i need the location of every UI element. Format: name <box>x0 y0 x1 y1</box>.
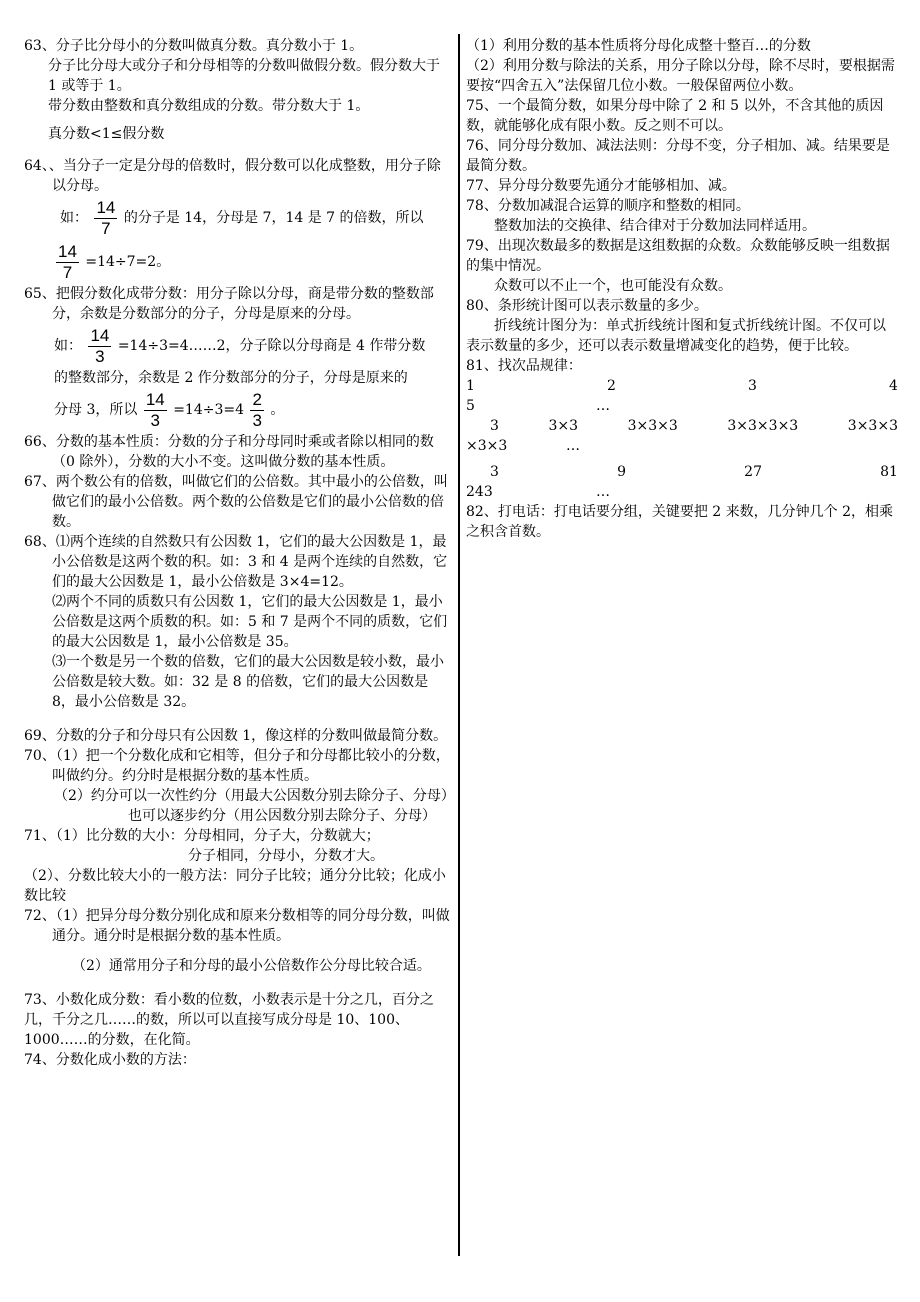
fraction-numerator: 14 <box>145 389 165 409</box>
pattern-row-3 <box>466 462 898 482</box>
text-77: 77、异分母分数要先通分才能够相加、减。 <box>466 178 736 194</box>
pattern-cell: 81 <box>880 464 898 480</box>
pattern-cell: 243 <box>466 484 493 500</box>
fraction-14-3 <box>88 326 111 367</box>
text-66: 66、分数的基本性质：分数的分子和分母同时乘或者除以相同的数（0 除外），分数的大小不变。这叫做分数的基本性质。 <box>24 434 434 470</box>
text-64-line1: 64、、当分子一定是分母的倍数时，假分数可以化成整数，用分子除以分母。 <box>24 158 441 194</box>
pattern-row-2 <box>466 416 898 436</box>
pattern-cell: 9 <box>617 464 626 480</box>
fraction-numerator: 14 <box>58 241 77 261</box>
text-65-line4 <box>24 388 452 432</box>
section-64 <box>24 156 452 284</box>
pattern-cell: 4 <box>889 378 898 394</box>
text-65-line3: 的整数部分，余数是 2 作分数部分的分子，分母是原来的 <box>54 370 408 386</box>
text-82: 82、打电话：打电话要分组，关键要把 2 来数，几分钟几个 2，相乘之积含首数。 <box>466 504 893 540</box>
text-71-s2: 分子相同，分母小，分数才大。 <box>188 848 384 864</box>
text-63-line2: 分子比分母大或分子和分母相等的分数叫做假分数。假分数大于 1 或等于 1。 <box>48 58 440 94</box>
fraction-denominator: 3 <box>252 410 262 430</box>
pattern-cell: 3×3×3 <box>847 418 898 434</box>
text-65-prefix: 如： <box>54 338 82 354</box>
fraction-denominator: 7 <box>62 262 73 282</box>
section-65 <box>24 284 452 432</box>
text-71-s1: 71、（1）比分数的大小：分母相同，分子大，分数就大； <box>24 828 380 844</box>
pattern-cell: 5 <box>466 398 475 414</box>
pattern-cell: 3 <box>490 418 499 434</box>
text-74-method1: （1）利用分数的基本性质将分母化成整十整百…的分数 <box>466 38 811 54</box>
text-65-l4-prefix: 分母 3，所以 <box>54 402 138 418</box>
text-74: 74、分数化成小数的方法： <box>24 1052 196 1068</box>
pattern-cell: 27 <box>744 464 762 480</box>
section-70 <box>24 746 455 826</box>
fraction-14-3-b <box>144 390 167 431</box>
text-64-explain: 的分子是 14，分母是 7，14 是 7 的倍数，所以 <box>123 210 424 226</box>
pattern-cell: ×3×3 <box>466 438 508 454</box>
text-63-line4: 真分数<1≤假分数 <box>48 126 165 142</box>
section-71 <box>24 826 452 906</box>
text-71-s3: （2）、分数比较大小的一般方法：同分子比较；通分分比较；化成小数比较 <box>24 868 446 904</box>
fraction-denominator: 3 <box>150 410 160 430</box>
text-67: 67、两个数公有的倍数，叫做它们的公倍数。其中最小的公倍数，叫做它们的最小公倍数。两个数的公倍数是它们的最小公倍数的倍数。 <box>24 474 448 530</box>
text-68-s2: ⑵两个不同的质数只有公因数 1，它们的最大公因数是 1，最小公倍数是这两个质数的积。如：5 和 7 是两个不同的质数，它们的最大公因数是 1，最小公倍数是 35。 <box>52 594 448 650</box>
fraction-numerator: 2 <box>252 389 262 409</box>
text-68-s3: ⑶一个数是另一个数的倍数，它们的最大公因数是较小数，最小公倍数是较大数。如：32 是 8 的倍数，它们的最大公因数是 8，最小公倍数是 32。 <box>52 654 444 710</box>
text-64-example <box>24 196 452 240</box>
text-65-l4-end: 。 <box>270 402 285 418</box>
section-63 <box>24 36 452 144</box>
section-81 <box>466 356 898 502</box>
text-78-s2: 整数加法的交换律、结合律对于分数加法同样适用。 <box>494 218 816 234</box>
text-78-s1: 78、分数加减混合运算的顺序和整数的相同。 <box>466 198 750 214</box>
pattern-cell: 3×3 <box>548 418 579 434</box>
pattern-cell: … <box>596 484 610 500</box>
text-76: 76、同分母分数加、减法法则：分母不变，分子相加、减。结果要是最简分数。 <box>466 138 890 174</box>
text-79-s2: 众数可以不止一个，也可能没有众数。 <box>494 278 732 294</box>
left-column <box>24 36 455 1070</box>
text-81-title: 81、找次品规律： <box>466 358 582 374</box>
fraction-denominator: 7 <box>101 218 111 238</box>
section-72 <box>24 906 452 976</box>
pattern-cell: 3×3×3×3 <box>727 418 799 434</box>
text-65-l4-mid: =14÷3=4 <box>173 402 245 418</box>
pattern-cell: 2 <box>607 378 616 394</box>
fraction-numerator: 14 <box>96 197 116 217</box>
text-65-example-text: =14÷3=4……2，分子除以分母商是 4 作带分数 <box>117 338 426 354</box>
fraction-14-7 <box>94 198 117 239</box>
pattern-cell: 3 <box>748 378 757 394</box>
pattern-cell: 3 <box>490 464 499 480</box>
text-63-line1: 63、分子比分母小的分数叫做真分数。真分数小于 1。 <box>24 38 364 54</box>
text-65-line1: 65、把假分数化成带分数：用分子除以分母，商是带分数的整数部分，余数是分数部分的分子，分母是原来的分母。 <box>24 286 434 322</box>
right-column <box>466 36 898 542</box>
text-72-s2: （2）通常用分子和分母的最小公倍数作公分母比较合适。 <box>72 958 431 974</box>
fraction-14-7-b <box>56 242 79 283</box>
pattern-cell: … <box>566 438 580 454</box>
text-72-s1: 72、（1）把异分母分数分别化成和原来分数相等的同分母分数，叫做通分。通分时是根据分数的基本性质。 <box>24 908 450 944</box>
fraction-denominator: 3 <box>95 346 105 366</box>
text-65-example <box>24 324 452 368</box>
pattern-cell: 1 <box>466 378 475 394</box>
text-63-line3: 带分数由整数和真分数组成的分数。带分数大于 1。 <box>48 98 370 114</box>
column-divider <box>458 34 460 1256</box>
text-69: 69、分数的分子和分母只有公因数 1，像这样的分数叫做最简分数。 <box>24 728 448 744</box>
pattern-row-1 <box>466 376 898 396</box>
text-68-s1: 68、⑴两个连续的自然数只有公因数 1，它们的最大公因数是 1，最小公倍数是这两个数的积。如：3 和 4 是两个连续的自然数，它们的最大公因数是 1，最小公倍数是 3×4=12。 <box>24 534 448 590</box>
pattern-cell: 3×3×3 <box>627 418 678 434</box>
fraction-numerator: 14 <box>90 325 110 345</box>
text-74-method2: （2）利用分数与除法的关系，用分子除以分母，除不尽时，要根据需要按“四舍五入”法保留几位小数。一般保留两位小数。 <box>466 58 895 94</box>
text-70-s2: （2）约分可以一次性约分（用最大公因数分别去除分子、分母） <box>54 788 455 804</box>
text-80-s2: 折线统计图分为：单式折线统计图和复式折线统计图。不仅可以表示数量的多少，还可以表示数量增减变化的趋势，便于比较。 <box>466 318 886 354</box>
text-79-s1: 79、出现次数最多的数据是这组数据的众数。众数能够反映一组数据的集中情况。 <box>466 238 890 274</box>
text-70-s1: 70、（1）把一个分数化成和它相等，但分子和分母都比较小的分数，叫做约分。约分时是根据分数的基本性质。 <box>24 748 450 784</box>
text-70-s3: 也可以逐步约分（用公因数分别去除分子、分母） <box>128 808 436 824</box>
pattern-row-3b <box>466 482 898 502</box>
text-80-s1: 80、条形统计图可以表示数量的多少。 <box>466 298 708 314</box>
pattern-row-2b <box>466 436 898 456</box>
text-64-result-line <box>24 240 452 284</box>
pattern-cell: … <box>596 398 610 414</box>
fraction-2-3 <box>250 390 263 431</box>
pattern-row-1b <box>466 396 898 416</box>
section-68 <box>24 532 452 712</box>
text-64-result: =14÷7=2。 <box>85 254 171 270</box>
text-75: 75、一个最简分数，如果分母中除了 2 和 5 以外，不含其他的质因数，就能够化成有限小数。反之则不可以。 <box>466 98 884 134</box>
text-64-prefix: 如： <box>60 210 88 226</box>
text-73: 73、小数化成分数：看小数的位数，小数表示是十分之几，百分之几，千分之几……的数，所以可以直接写成分母是 10、100、1000……的分数，在化简。 <box>24 992 434 1048</box>
